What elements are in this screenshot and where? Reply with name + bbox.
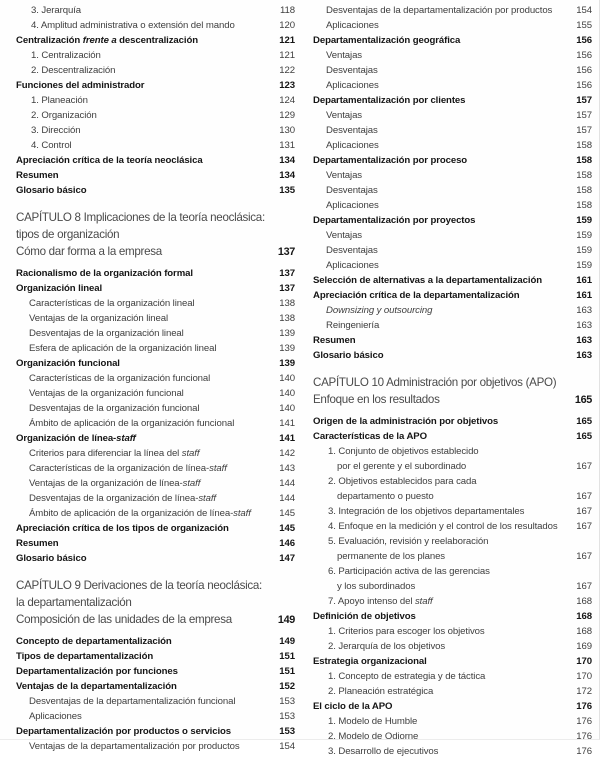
entry-text: Selección de alternativas a la departamentalización <box>313 275 542 286</box>
entry-text: Aplicaciones <box>326 200 379 211</box>
entry-text: 3. Dirección <box>31 125 81 136</box>
entry-text-segment: Características de la organización de línea- <box>29 463 210 474</box>
chapter-heading <box>313 374 592 409</box>
page-number: 142 <box>279 448 295 459</box>
chapter-heading-line: tipos de organización <box>16 228 120 241</box>
entry-text: 3. Jerarquía <box>31 5 81 16</box>
toc-entry <box>313 228 592 243</box>
page-number: 159 <box>576 260 592 271</box>
page-number: 153 <box>279 726 295 737</box>
entry-text: Apreciación crítica de la teoría neoclásica <box>16 155 203 166</box>
entry-text: 1. Modelo de Humble <box>328 716 418 727</box>
page-number: 155 <box>576 20 592 31</box>
toc-entry <box>16 93 295 108</box>
entry-text-italic: staff <box>414 596 433 607</box>
page-number: 163 <box>576 305 592 316</box>
entry-text: Racionalismo de la organización formal <box>16 268 193 279</box>
entry-text: 4. Enfoque en la medición y el control de los resultados <box>328 521 558 532</box>
toc-entry <box>16 694 295 709</box>
page-number: 165 <box>576 416 592 427</box>
entry-text: Origen de la administración por objetivos <box>313 416 499 427</box>
page-number: 121 <box>279 35 295 46</box>
page-number: 152 <box>279 681 295 692</box>
page-number: 158 <box>576 155 592 166</box>
page-number: 138 <box>279 313 295 324</box>
entry-text: Glosario básico <box>16 553 87 564</box>
page-number: 151 <box>279 651 295 662</box>
toc-entry <box>16 153 295 168</box>
page-number: 141 <box>279 418 295 429</box>
page-number: 168 <box>576 596 592 607</box>
page-number: 139 <box>279 358 295 369</box>
toc-entry <box>16 386 295 401</box>
page-number: 122 <box>279 65 295 76</box>
toc-entry <box>16 63 295 78</box>
page-number: 140 <box>279 388 295 399</box>
toc-entry <box>313 93 592 108</box>
entry-text: Aplicaciones <box>326 80 379 91</box>
toc-entry <box>313 153 592 168</box>
page-number: 140 <box>279 373 295 384</box>
page-number: 145 <box>279 508 295 519</box>
page-number: 167 <box>576 581 592 592</box>
entry-text: 2. Descentralización <box>31 65 116 76</box>
page-number: 158 <box>576 185 592 196</box>
page-number: 123 <box>279 80 295 91</box>
page-number: 135 <box>279 185 295 196</box>
entry-text-segment: Ventajas de la organización de línea- <box>29 478 183 489</box>
page-number: 144 <box>279 493 295 504</box>
page-number: 176 <box>576 731 592 742</box>
page-number: 154 <box>279 741 295 752</box>
page-number: 165 <box>574 394 592 406</box>
entry-text <box>16 491 273 506</box>
entry-text: Concepto de departamentalización <box>16 636 172 647</box>
entry-text: 2. Planeación estratégica <box>328 686 434 697</box>
toc-entry <box>313 654 592 669</box>
entry-text: Estrategia organizacional <box>313 656 427 667</box>
entry-text: Funciones del administrador <box>16 80 145 91</box>
page-number: 167 <box>576 461 592 472</box>
toc-entry <box>313 243 592 258</box>
page-number: 157 <box>576 125 592 136</box>
toc-entry <box>16 431 295 446</box>
entry-text <box>16 476 273 491</box>
toc-entry <box>16 108 295 123</box>
page-number: 137 <box>279 268 295 279</box>
chapter-heading <box>16 577 295 629</box>
entry-text: Aplicaciones <box>326 20 379 31</box>
entry-text: Departamentalización por proceso <box>313 155 468 166</box>
page-number: 139 <box>279 343 295 354</box>
page-number: 176 <box>576 746 592 757</box>
entry-text: 2. Objetivos establecidos para cada <box>328 476 477 487</box>
toc-entry <box>313 519 592 534</box>
chapter-subtitle-row <box>313 391 592 409</box>
page-number: 170 <box>576 671 592 682</box>
toc-entry <box>313 444 592 459</box>
entry-text: Aplicaciones <box>326 140 379 151</box>
entry-text: 2. Organización <box>31 110 97 121</box>
entry-text: 1. Conjunto de objetivos establecido <box>328 446 479 457</box>
entry-text: Departamentalización geográfica <box>313 35 461 46</box>
entry-text: Desventajas <box>326 65 378 76</box>
page-number: 167 <box>576 491 592 502</box>
chapter-subtitle: Cómo dar forma a la empresa <box>16 245 162 258</box>
toc-entry <box>16 536 295 551</box>
toc-entry <box>313 624 592 639</box>
page-number: 140 <box>279 403 295 414</box>
entry-text: por el gerente y el subordinado <box>337 461 467 472</box>
page-number: 131 <box>279 140 295 151</box>
entry-text <box>313 303 570 318</box>
page-number: 163 <box>576 335 592 346</box>
page-number: 161 <box>576 290 592 301</box>
page-number: 156 <box>576 50 592 61</box>
entry-text-segment: Criterios para diferenciar la línea del <box>29 448 182 459</box>
toc-entry <box>16 296 295 311</box>
chapter-heading-line: CAPÍTULO 8 Implicaciones de la teoría neoclásica: <box>16 211 265 224</box>
entry-text: Aplicaciones <box>29 711 82 722</box>
entry-text <box>16 446 273 461</box>
entry-text: Definición de objetivos <box>313 611 416 622</box>
chapter-subtitle-row <box>16 243 295 261</box>
entry-text: Desventajas de la organización lineal <box>29 328 184 339</box>
entry-text: Resumen <box>313 335 356 346</box>
page-number: 172 <box>576 686 592 697</box>
page-number: 159 <box>576 245 592 256</box>
toc-entry <box>313 183 592 198</box>
page-number: 145 <box>279 523 295 534</box>
toc-entry <box>313 123 592 138</box>
toc-entry-continuation <box>313 489 592 504</box>
entry-text: Reingeniería <box>326 320 380 331</box>
entry-text: Desventajas de la departamentalización por productos <box>326 5 553 16</box>
entry-text: Desventajas de la organización funcional <box>29 403 200 414</box>
entry-text-segment: 7. Apoyo intenso del <box>328 596 415 607</box>
entry-text: Departamentalización por clientes <box>313 95 466 106</box>
entry-text: Ventajas de la organización lineal <box>29 313 169 324</box>
page-number: 159 <box>576 230 592 241</box>
entry-text: departamento o puesto <box>337 491 434 502</box>
toc-entry <box>313 414 592 429</box>
page-number: 168 <box>576 611 592 622</box>
page-number: 154 <box>576 5 592 16</box>
entry-text: y los subordinados <box>337 581 416 592</box>
toc-entry <box>313 273 592 288</box>
toc-entry <box>313 669 592 684</box>
page-number: 139 <box>279 328 295 339</box>
entry-text <box>16 33 273 48</box>
page-number: 137 <box>279 283 295 294</box>
toc-entry <box>313 168 592 183</box>
toc-entry <box>313 564 592 579</box>
page-number: 156 <box>576 35 592 46</box>
page-number: 138 <box>279 298 295 309</box>
entry-text-italic: staff <box>182 478 201 489</box>
toc-entry <box>16 664 295 679</box>
entry-text: 1. Criterios para escoger los objetivos <box>328 626 485 637</box>
page-number: 163 <box>576 350 592 361</box>
page-number: 130 <box>279 125 295 136</box>
toc-entry <box>313 429 592 444</box>
toc-entry <box>313 474 592 489</box>
entry-text: Glosario básico <box>313 350 384 361</box>
entry-text: Ventajas <box>326 110 363 121</box>
page-number: 143 <box>279 463 295 474</box>
toc-entry <box>313 699 592 714</box>
toc-entry <box>16 326 295 341</box>
entry-text: 1. Planeación <box>31 95 88 106</box>
entry-text: Departamentalización por proyectos <box>313 215 476 226</box>
entry-text: Apreciación crítica de los tipos de organización <box>16 523 229 534</box>
entry-text: 1. Concepto de estrategia y de táctica <box>328 671 486 682</box>
toc-column-left <box>16 3 295 759</box>
entry-text-italic: Downsizing y outsourcing <box>326 305 433 316</box>
toc-entry <box>313 18 592 33</box>
toc-entry <box>313 213 592 228</box>
entry-text: Glosario básico <box>16 185 87 196</box>
toc-entry <box>16 709 295 724</box>
entry-text-italic: staff <box>209 463 227 474</box>
toc-entry <box>16 679 295 694</box>
entry-text: Aplicaciones <box>326 260 379 271</box>
page-number: 163 <box>576 320 592 331</box>
entry-text: 2. Modelo de Odiorne <box>328 731 419 742</box>
toc-entry <box>313 108 592 123</box>
toc-entry <box>16 138 295 153</box>
chapter-subtitle: Enfoque en los resultados <box>313 393 440 406</box>
page-number: 157 <box>576 95 592 106</box>
entry-text: 3. Integración de los objetivos departamentales <box>328 506 525 517</box>
page-number: 134 <box>279 170 295 181</box>
page-number: 168 <box>576 626 592 637</box>
entry-text-italic: staff <box>198 493 216 504</box>
page-number: 158 <box>576 140 592 151</box>
toc-entry-continuation <box>313 459 592 474</box>
toc-entry <box>313 63 592 78</box>
entry-text: Desventajas de la departamentalización funcional <box>29 696 236 707</box>
entry-text <box>313 594 570 609</box>
toc-entry <box>313 288 592 303</box>
entry-text: 6. Participación activa de las gerencias <box>328 566 490 577</box>
page-number: 156 <box>576 65 592 76</box>
page-number: 137 <box>277 246 295 258</box>
entry-text-italic: staff <box>233 508 251 519</box>
entry-text <box>16 461 273 476</box>
entry-text: Ventajas de la organización funcional <box>29 388 184 399</box>
entry-text: Ámbito de aplicación de la organización funcional <box>29 418 235 429</box>
entry-text: Desventajas <box>326 245 378 256</box>
entry-text: Desventajas <box>326 125 378 136</box>
toc-entry <box>313 534 592 549</box>
page-number: 149 <box>279 636 295 647</box>
page-number: 176 <box>576 716 592 727</box>
page-number: 146 <box>279 538 295 549</box>
page-number: 170 <box>576 656 592 667</box>
chapter-subtitle: Composición de las unidades de la empresa <box>16 613 232 626</box>
entry-text: Departamentalización por productos o servicios <box>16 726 232 737</box>
entry-text: Ventajas de la departamentalización por productos <box>29 741 240 752</box>
toc-entry <box>16 3 295 18</box>
page-number: 147 <box>279 553 295 564</box>
toc-entry <box>16 476 295 491</box>
page-number: 167 <box>576 551 592 562</box>
entry-text: Ventajas <box>326 170 363 181</box>
toc-entry-continuation <box>313 579 592 594</box>
toc-entry <box>313 138 592 153</box>
toc-entry <box>16 48 295 63</box>
page-number: 134 <box>279 155 295 166</box>
page-number: 151 <box>279 666 295 677</box>
toc-entry <box>313 333 592 348</box>
toc-entry <box>313 78 592 93</box>
entry-text-italic: staff <box>181 448 200 459</box>
toc-entry <box>16 506 295 521</box>
page-number: 144 <box>279 478 295 489</box>
page-number: 161 <box>576 275 592 286</box>
toc-entry <box>16 168 295 183</box>
entry-text: Características de la organización lineal <box>29 298 195 309</box>
entry-text: 3. Desarrollo de ejecutivos <box>328 746 439 757</box>
entry-text <box>16 506 273 521</box>
toc-entry <box>313 729 592 744</box>
entry-text-segment: Centralización <box>16 35 83 46</box>
toc-entry <box>16 281 295 296</box>
chapter-heading-line: CAPÍTULO 10 Administración por objetivos (APO) <box>313 376 557 389</box>
toc-entry <box>313 684 592 699</box>
page-number: 149 <box>277 614 295 626</box>
entry-text-segment: Desventajas de la organización de línea- <box>29 493 199 504</box>
entry-text: Ventajas <box>326 50 363 61</box>
entry-text: Características de la organización funcional <box>29 373 211 384</box>
page-number: 118 <box>280 5 295 16</box>
page-number: 153 <box>279 711 295 722</box>
toc-entry <box>16 739 295 754</box>
toc-entry <box>16 649 295 664</box>
toc-entry <box>313 609 592 624</box>
toc-entry <box>313 3 592 18</box>
toc-entry <box>16 521 295 536</box>
entry-text: Organización lineal <box>16 283 103 294</box>
entry-text: Ventajas <box>326 230 363 241</box>
toc-entry <box>16 18 295 33</box>
entry-text: Desventajas <box>326 185 378 196</box>
entry-text: Esfera de aplicación de la organización lineal <box>29 343 217 354</box>
toc-entry <box>16 33 295 48</box>
toc-entry <box>16 446 295 461</box>
toc-entry <box>16 724 295 739</box>
toc-entry-continuation <box>313 549 592 564</box>
entry-text: 4. Control <box>31 140 72 151</box>
entry-text: permanente de los planes <box>337 551 446 562</box>
toc-entry <box>313 639 592 654</box>
page-number: 157 <box>576 110 592 121</box>
toc-entry <box>313 318 592 333</box>
toc-entry <box>16 266 295 281</box>
entry-text-segment: descentralización <box>116 35 198 46</box>
page-number: 167 <box>576 506 592 517</box>
toc-entry <box>313 594 592 609</box>
chapter-subtitle-row <box>16 611 295 629</box>
entry-text: Tipos de departamentalización <box>16 651 154 662</box>
entry-text: Resumen <box>16 538 59 549</box>
page-number: 129 <box>279 110 295 121</box>
toc-entry <box>313 504 592 519</box>
page-number: 165 <box>576 431 592 442</box>
chapter-heading-line: la departamentalización <box>16 596 132 609</box>
toc-entry <box>313 744 592 759</box>
entry-text: Departamentalización por funciones <box>16 666 178 677</box>
toc-entry <box>313 303 592 318</box>
toc-entry <box>16 551 295 566</box>
entry-text: 5. Evaluación, revisión y reelaboración <box>328 536 489 547</box>
entry-text: Organización funcional <box>16 358 120 369</box>
entry-text-italic: staff <box>116 433 136 444</box>
page-number: 153 <box>279 696 295 707</box>
toc-entry <box>16 183 295 198</box>
page-number: 141 <box>279 433 295 444</box>
toc-entry <box>313 198 592 213</box>
toc-entry <box>313 48 592 63</box>
page-number: 156 <box>576 80 592 91</box>
toc-entry <box>16 401 295 416</box>
chapter-heading-line: CAPÍTULO 9 Derivaciones de la teoría neoclásica: <box>16 579 262 592</box>
entry-text: Apreciación crítica de la departamentalización <box>313 290 520 301</box>
toc-entry <box>16 461 295 476</box>
page-number: 167 <box>576 521 592 532</box>
page-number: 120 <box>279 20 295 31</box>
entry-text: 4. Amplitud administrativa o extensión del mando <box>31 20 235 31</box>
toc-column-right <box>313 3 592 759</box>
toc-entry <box>313 714 592 729</box>
page-number: 121 <box>279 50 295 61</box>
entry-text: El ciclo de la APO <box>313 701 393 712</box>
toc-entry <box>313 33 592 48</box>
toc-entry <box>16 371 295 386</box>
entry-text: 2. Jerarquía de los objetivos <box>328 641 446 652</box>
entry-text: 1. Centralización <box>31 50 101 61</box>
page-number: 124 <box>279 95 295 106</box>
page-number: 159 <box>576 215 592 226</box>
page-number: 176 <box>576 701 592 712</box>
toc-entry <box>16 78 295 93</box>
entry-text: Resumen <box>16 170 59 181</box>
chapter-heading <box>16 209 295 261</box>
toc-entry <box>16 341 295 356</box>
entry-text-italic: frente a <box>82 35 117 46</box>
toc-entry <box>16 491 295 506</box>
entry-text <box>16 431 273 446</box>
toc-entry <box>16 634 295 649</box>
page-number: 158 <box>576 170 592 181</box>
entry-text-segment: Organización de línea- <box>16 433 117 444</box>
entry-text: Ventajas de la departamentalización <box>16 681 177 692</box>
toc-entry <box>16 123 295 138</box>
page-number: 169 <box>576 641 592 652</box>
page-number: 158 <box>576 200 592 211</box>
toc-entry <box>313 348 592 363</box>
toc-entry <box>16 311 295 326</box>
entry-text: Características de la APO <box>313 431 427 442</box>
toc-entry <box>313 258 592 273</box>
toc-entry <box>16 416 295 431</box>
toc-entry <box>16 356 295 371</box>
entry-text-segment: Ámbito de aplicación de la organización de línea- <box>29 508 234 519</box>
